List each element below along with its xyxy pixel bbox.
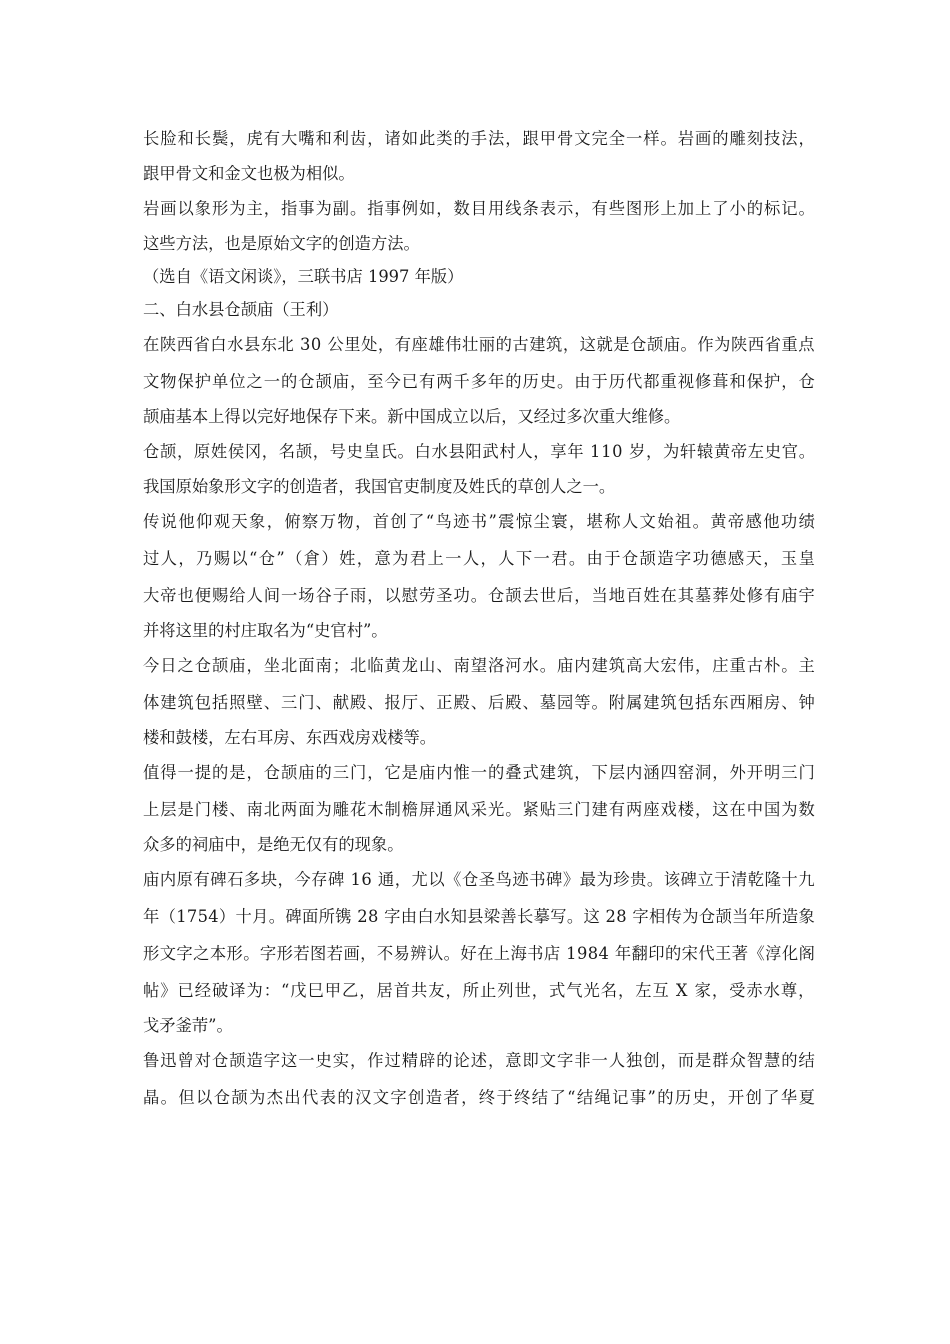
text-line: 过 人 ， 乃 赐 以 “ 仓 ” （ 倉 ） 姓 ， 意 为 君 上 一 人 ， 人 下 一 君 。 由 于 仓 颉 造 字 功 德 感 天 ， 玉 皇: [143, 549, 815, 568]
text-line: 形 文 字 之 本 形 。 字 形 若 图 若 画 ， 不 易 辨 认 。 好 在 上 海 书 店 1 9 8 4 年 翻 印 的 宋 代 王 著 《 淳 化 阁: [143, 944, 815, 963]
text-line: 传 说 他 仰 观 天 象 ， 俯 察 万 物 ， 首 创 了 “ 鸟 迹 书 ” 震 惊 尘 寰 ， 堪 称 人 文 始 祖 。 黄 帝 感 他 功 绩: [143, 512, 815, 531]
text-line: 体 建 筑 包 括 照 壁 、 三 门 、 献 殿 、 报 厅 、 正 殿 、 后 殿 、 墓 园 等 。 附 属 建 筑 包 括 东 西 厢 房 、 钟: [143, 693, 815, 712]
paragraph-rock-art-methods: [143, 190, 815, 260]
text-line: 鲁 迅 曾 对 仓 颉 造 字 这 一 史 实 ， 作 过 精 辟 的 论 述 ， 意 即 文 字 非 一 人 独 创 ， 而 是 群 众 智 慧 的 结: [143, 1051, 815, 1070]
paragraph-lu-xun: [143, 1042, 815, 1116]
paragraph-temple-layout: [143, 647, 815, 754]
paragraph-temple-location: [143, 326, 815, 433]
text-line: 仓 颉 ， 原 姓 侯 冈 ， 名 颉 ， 号 史 皇 氏 。 白 水 县 阳 武 村 人 ， 享 年 1 1 0 岁 ， 为 轩 辕 黄 帝 左 史 官 。: [143, 442, 815, 461]
paragraph-cangjie-bio: [143, 433, 815, 503]
text-line: 岩 画 以 象 形 为 主 ， 指 事 为 副 。 指 事 例 如 ， 数 目 用 线 条 表 示 ， 有 些 图 形 上 加 上 了 小 的 标 记 。: [143, 199, 815, 218]
text-line: 值 得 一 提 的 是 ， 仓 颉 庙 的 三 门 ， 它 是 庙 内 惟 一 的 叠 式 建 筑 ， 下 层 内 涵 四 窑 洞 ， 外 开 明 三 门: [143, 763, 815, 782]
text-line: 并将这里的村庄取名为“史官村”。: [143, 621, 388, 640]
paragraph-three-gates: [143, 754, 815, 861]
paragraph-legend: [143, 503, 815, 647]
text-line: 颉庙基本上得以完好地保存下来。新中国成立以后，又经过多次重大维修。: [143, 407, 681, 426]
text-line: 楼和鼓楼，左右耳房、东西戏房戏楼等。: [143, 728, 437, 747]
text-line: 这些方法，也是原始文字的创造方法。: [143, 234, 420, 253]
text-line: 在 陕 西 省 白 水 县 东 北 3 0 公 里 处 ， 有 座 雄 伟 壮 丽 的 古 建 筑 ， 这 就 是 仓 颉 庙 。 作 为 陕 西 省 重 点: [143, 335, 815, 354]
text-line: 庙 内 原 有 碑 石 多 块 ， 今 存 碑 1 6 通 ， 尤 以 《 仓 圣 鸟 迹 书 碑 》 最 为 珍 贵 。 该 碑 立 于 清 乾 隆 十 九: [143, 870, 815, 889]
text-line: 大 帝 也 便 赐 给 人 间 一 场 谷 子 雨 ， 以 慰 劳 圣 功 。 仓 颉 去 世 后 ， 当 地 百 姓 在 其 墓 葬 处 修 有 庙 宇: [143, 586, 815, 605]
document-body: [143, 120, 815, 1116]
text-line: 年 （ 1 7 5 4 ） 十 月 。 碑 面 所 镌 2 8 字 由 白 水 知 县 梁 善 长 摹 写 。 这 2 8 字 相 传 为 仓 颉 当 年 所 造 象: [143, 907, 815, 926]
text-line: 我国原始象形文字的创造者，我国官吏制度及姓氏的草创人之一。: [143, 477, 616, 496]
text-line: 今 日 之 仓 颉 庙 ， 坐 北 面 南 ； 北 临 黄 龙 山 、 南 望 洛 河 水 。 庙 内 建 筑 高 大 宏 伟 ， 庄 重 古 朴 。 主: [143, 656, 815, 675]
text-line: 众多的祠庙中，是绝无仅有的现象。: [143, 835, 404, 854]
paragraph-steles: [143, 861, 815, 1042]
paragraph-rock-art-carving: [143, 120, 815, 190]
source-citation: （选自《语文闲谈》，三联书店 1997 年版）: [143, 267, 464, 286]
text-line: 跟甲骨文和金文也极为相似。: [143, 164, 355, 183]
text-line: 文 物 保 护 单 位 之 一 的 仓 颉 庙 ， 至 今 已 有 两 千 多 年 的 历 史 。 由 于 历 代 都 重 视 修 葺 和 保 护 ， 仓: [143, 372, 815, 391]
text-line: 戈矛釜芾”。: [143, 1016, 233, 1035]
text-line: 帖 》 已 经 破 译 为 ： “ 戊 巳 甲 乙 ， 居 首 共 友 ， 所 止 列 世 ， 式 气 光 名 ， 左 互 X 家 ， 受 赤 水 尊 ，: [143, 981, 815, 1000]
text-line: 晶 。 但 以 仓 颉 为 杰 出 代 表 的 汉 文 字 创 造 者 ， 终 于 终 结 了 “ 结 绳 记 事 ” 的 历 史 ， 开 创 了 华 夏: [143, 1088, 815, 1107]
section-title: 二、白水县仓颉庙（王利）: [143, 300, 339, 319]
text-line: 长 脸 和 长 鬓 ， 虎 有 大 嘴 和 利 齿 ， 诸 如 此 类 的 手 法 ， 跟 甲 骨 文 完 全 一 样 。 岩 画 的 雕 刻 技 法 ，: [143, 129, 815, 148]
text-line: 上 层 是 门 楼 、 南 北 两 面 为 雕 花 木 制 檐 屏 通 风 采 光 。 紧 贴 三 门 建 有 两 座 戏 楼 ， 这 在 中 国 为 数: [143, 800, 815, 819]
